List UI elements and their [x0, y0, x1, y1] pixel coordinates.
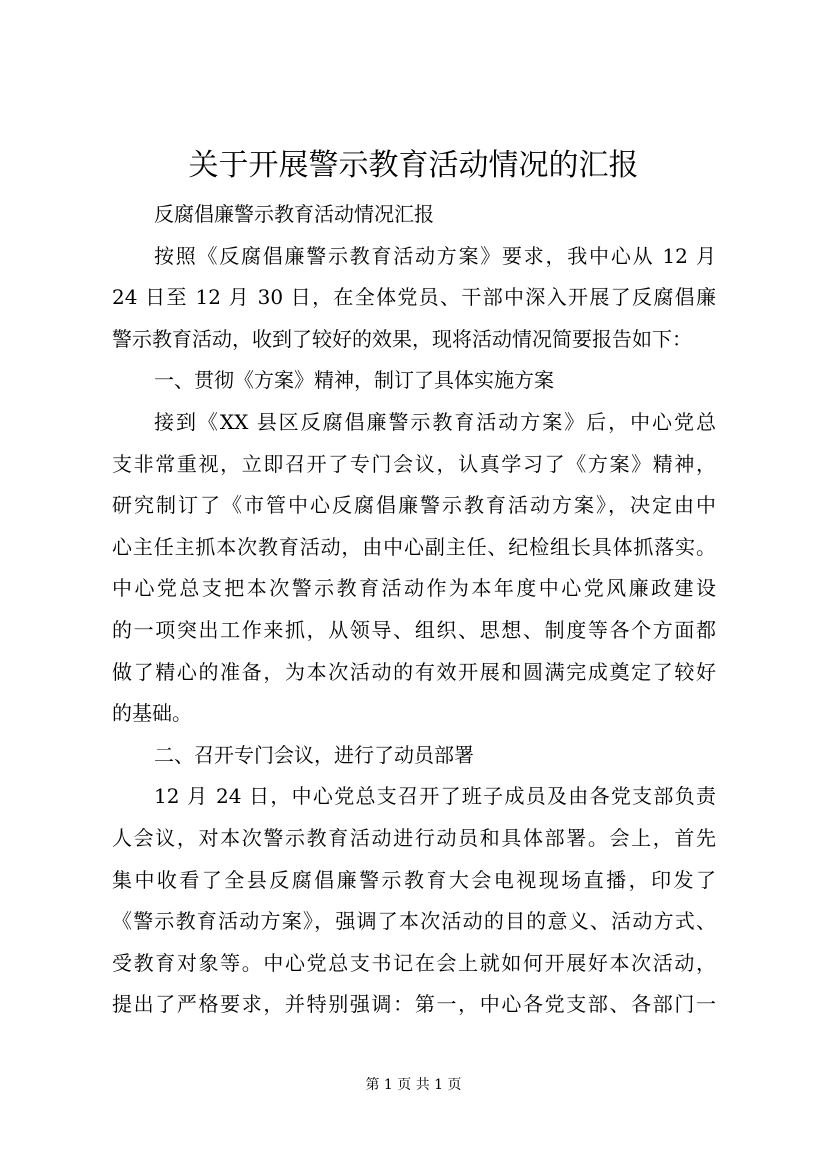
text-line: 研究制订了《市管中心反腐倡廉警示教育活动方案》，决定由中 — [112, 493, 716, 518]
text-line: 12 月 24 日，中心党总支召开了班子成员及由各党支部负责 — [154, 784, 716, 809]
text-line: 做了精心的准备，为本次活动的有效开展和圆满完成奠定了较好 — [112, 659, 716, 684]
text-line: 警示教育活动，收到了较好的效果，现将活动情况简要报告如下： — [112, 326, 692, 351]
text-line: 《警示教育活动方案》，强调了本次活动的目的意义、活动方式、 — [112, 909, 716, 934]
text-line: 集中收看了全县反腐倡廉警示教育大会电视现场直播，印发了 — [112, 867, 716, 892]
text-line: 的基础。 — [112, 701, 192, 726]
text-line: 支非常重视，立即召开了专门会议，认真学习了《方案》精神， — [112, 451, 716, 476]
text-line: 二、召开专门会议，进行了动员部署 — [154, 742, 474, 767]
page-footer: 第 1 页 共 1 页 — [365, 1077, 462, 1093]
text-line: 心主任主抓本次教育活动，由中心副主任、纪检组长具体抓落实。 — [112, 534, 716, 559]
text-line: 反腐倡廉警示教育活动情况汇报 — [154, 202, 434, 226]
text-line: 受教育对象等。中心党总支书记在会上就如何开展好本次活动， — [112, 950, 716, 975]
text-line: 中心党总支把本次警示教育活动作为本年度中心党风廉政建设 — [112, 576, 716, 601]
text-line: 的一项突出工作来抓，从领导、组织、思想、制度等各个方面都 — [112, 617, 716, 642]
text-line: 一、贯彻《方案》精神，制订了具体实施方案 — [154, 368, 554, 393]
text-line: 24 日至 12 月 30 日，在全体党员、干部中深入开展了反腐倡廉 — [112, 285, 716, 310]
text-line: 接到《XX 县区反腐倡廉警示教育活动方案》后，中心党总 — [154, 409, 716, 434]
text-line: 提出了严格要求，并特别强调：第一，中心各党支部、各部门一 — [112, 992, 716, 1017]
text-line: 人会议，对本次警示教育活动进行动员和具体部署。会上，首先 — [112, 825, 716, 850]
document-title: 关于开展警示教育活动情况的汇报 — [188, 148, 639, 183]
document-body — [112, 194, 716, 1026]
text-line: 按照《反腐倡廉警示教育活动方案》要求，我中心从 12 月 — [154, 243, 716, 268]
